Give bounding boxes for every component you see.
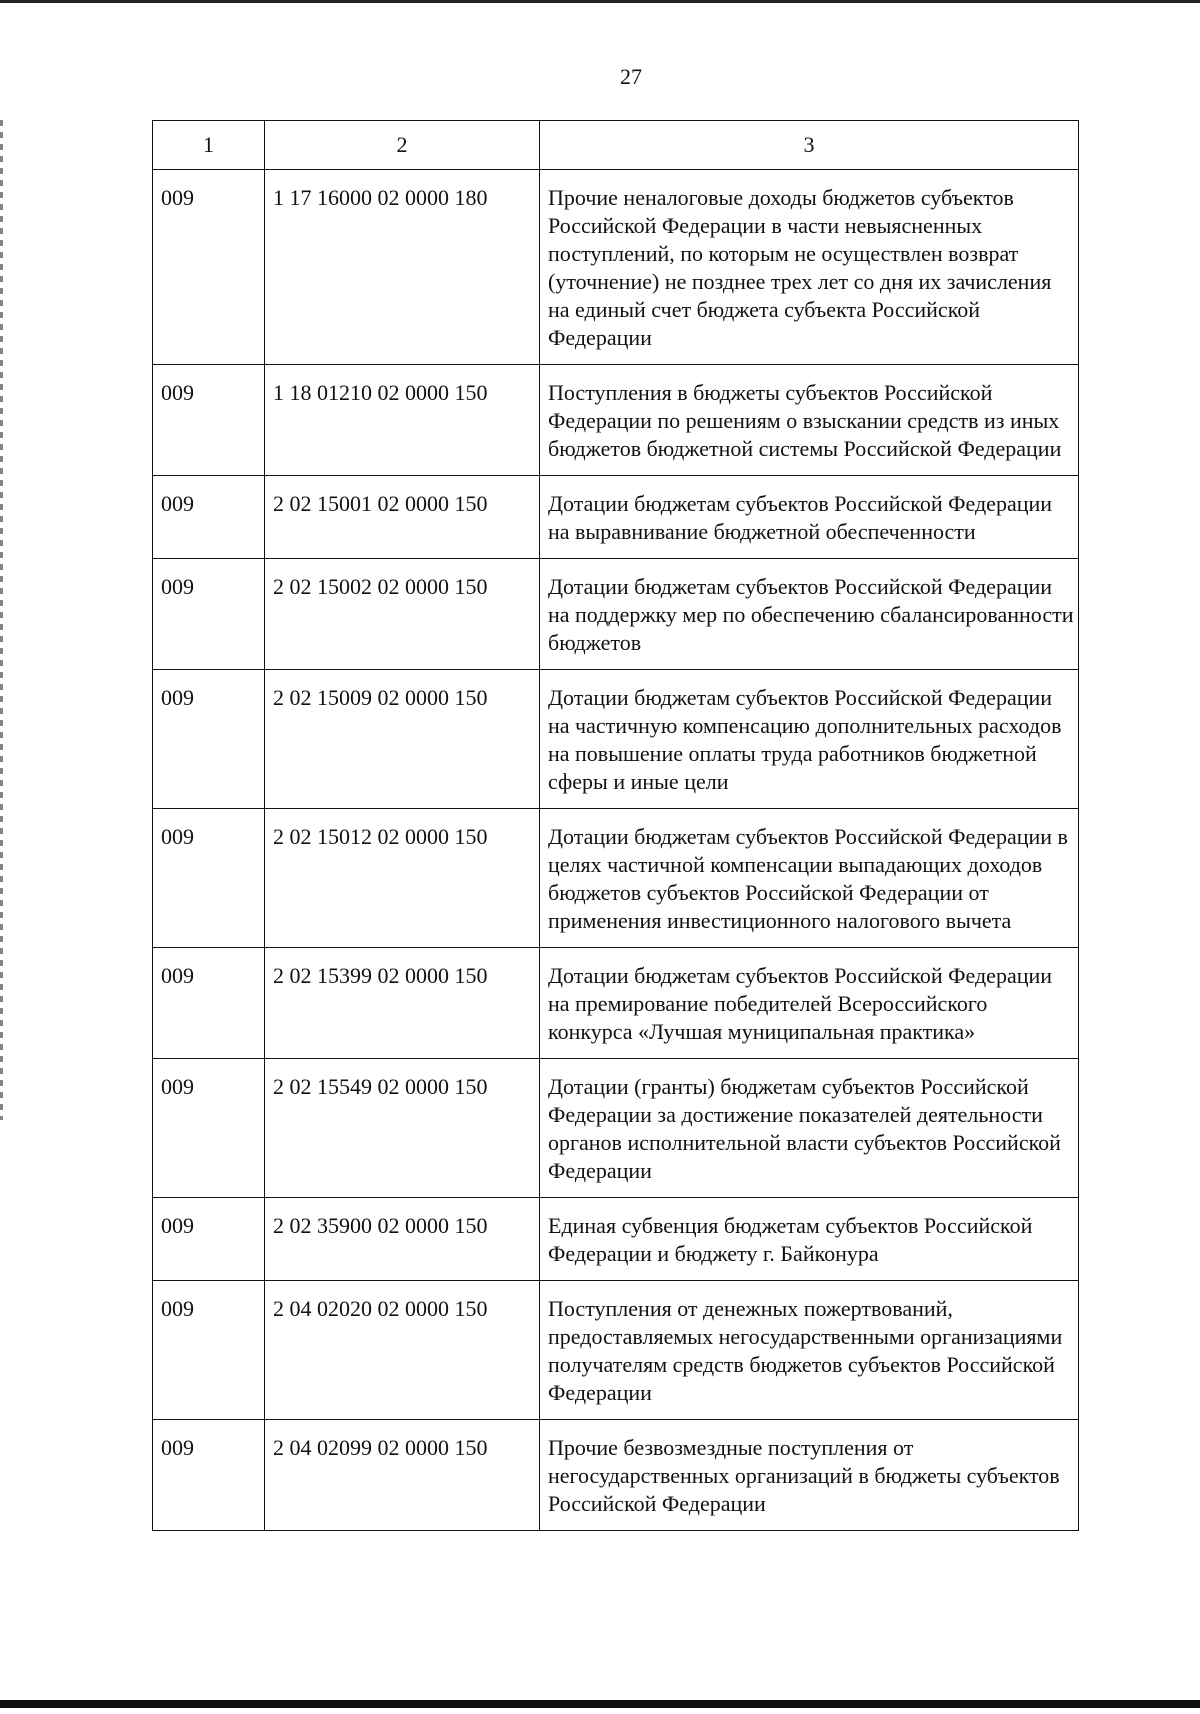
revenue-name-cell: Поступления в бюджеты субъектов Российской Федерации по решениям о взыскании средств из иных бюджетов бюджетной системы Российской Федерации <box>540 365 1079 476</box>
revenue-name-cell: Прочие безвозмездные поступления от негосударственных организаций в бюджеты субъектов Российской Федерации <box>540 1420 1079 1531</box>
revenue-name-cell: Прочие неналоговые доходы бюджетов субъектов Российской Федерации в части невыясненных поступлений, по которым не осуществлен возврат (уточнение) не позднее трех лет со дня их зачисления на единый счет бюджета субъекта Российской Федерации <box>540 170 1079 365</box>
revenue-code-cell: 1 17 16000 02 0000 180 <box>265 170 540 365</box>
revenue-code-cell: 2 02 15012 02 0000 150 <box>265 809 540 948</box>
admin-code-cell: 009 <box>153 948 265 1059</box>
column-header-1: 1 <box>153 121 265 170</box>
table-row <box>153 1420 1079 1531</box>
revenue-code-cell: 2 02 15002 02 0000 150 <box>265 559 540 670</box>
revenue-name-cell: Дотации бюджетам субъектов Российской Федерации на выравнивание бюджетной обеспеченности <box>540 476 1079 559</box>
table-row <box>153 559 1079 670</box>
admin-code-cell: 009 <box>153 1281 265 1420</box>
column-header-2: 2 <box>265 121 540 170</box>
table-row <box>153 948 1079 1059</box>
scan-edge-left <box>0 120 3 1120</box>
admin-code-cell: 009 <box>153 170 265 365</box>
revenue-name-cell: Дотации бюджетам субъектов Российской Федерации на частичную компенсацию дополнительных расходов на повышение оплаты труда работников бюджетной сферы и иные цели <box>540 670 1079 809</box>
revenue-name-cell: Дотации бюджетам субъектов Российской Федерации на премирование победителей Всероссийского конкурса «Лучшая муниципальная практика» <box>540 948 1079 1059</box>
admin-code-cell: 009 <box>153 365 265 476</box>
table-row <box>153 670 1079 809</box>
table-row <box>153 1281 1079 1420</box>
admin-code-cell: 009 <box>153 809 265 948</box>
revenue-code-cell: 2 04 02020 02 0000 150 <box>265 1281 540 1420</box>
column-header-3: 3 <box>540 121 1079 170</box>
table-header-row <box>153 121 1079 170</box>
revenue-code-cell: 1 18 01210 02 0000 150 <box>265 365 540 476</box>
admin-code-cell: 009 <box>153 476 265 559</box>
table-row <box>153 1198 1079 1281</box>
revenue-code-cell: 2 02 35900 02 0000 150 <box>265 1198 540 1281</box>
table-row <box>153 365 1079 476</box>
scan-edge-top <box>0 0 1200 3</box>
revenue-name-cell: Дотации (гранты) бюджетам субъектов Российской Федерации за достижение показателей деятельности органов исполнительной власти субъектов Российской Федерации <box>540 1059 1079 1198</box>
revenue-name-cell: Дотации бюджетам субъектов Российской Федерации на поддержку мер по обеспечению сбалансированности бюджетов <box>540 559 1079 670</box>
page-number: 27 <box>620 64 642 89</box>
revenue-name-cell: Поступления от денежных пожертвований, предоставляемых негосударственными организациями получателям средств бюджетов субъектов Российской Федерации <box>540 1281 1079 1420</box>
scan-edge-bottom <box>0 1700 1200 1708</box>
admin-code-cell: 009 <box>153 1059 265 1198</box>
revenue-code-cell: 2 04 02099 02 0000 150 <box>265 1420 540 1531</box>
admin-code-cell: 009 <box>153 559 265 670</box>
revenue-code-cell: 2 02 15009 02 0000 150 <box>265 670 540 809</box>
admin-code-cell: 009 <box>153 1420 265 1531</box>
revenue-name-cell: Дотации бюджетам субъектов Российской Федерации в целях частичной компенсации выпадающих доходов бюджетов субъектов Российской Федерации от применения инвестиционного налогового вычета <box>540 809 1079 948</box>
revenue-code-cell: 2 02 15001 02 0000 150 <box>265 476 540 559</box>
admin-code-cell: 009 <box>153 1198 265 1281</box>
table-row <box>153 476 1079 559</box>
revenue-code-table <box>152 120 1079 1531</box>
admin-code-cell: 009 <box>153 670 265 809</box>
revenue-name-cell: Единая субвенция бюджетам субъектов Российской Федерации и бюджету г. Байконура <box>540 1198 1079 1281</box>
table-row <box>153 1059 1079 1198</box>
table-row <box>153 809 1079 948</box>
table-row <box>153 170 1079 365</box>
revenue-code-cell: 2 02 15549 02 0000 150 <box>265 1059 540 1198</box>
revenue-code-cell: 2 02 15399 02 0000 150 <box>265 948 540 1059</box>
